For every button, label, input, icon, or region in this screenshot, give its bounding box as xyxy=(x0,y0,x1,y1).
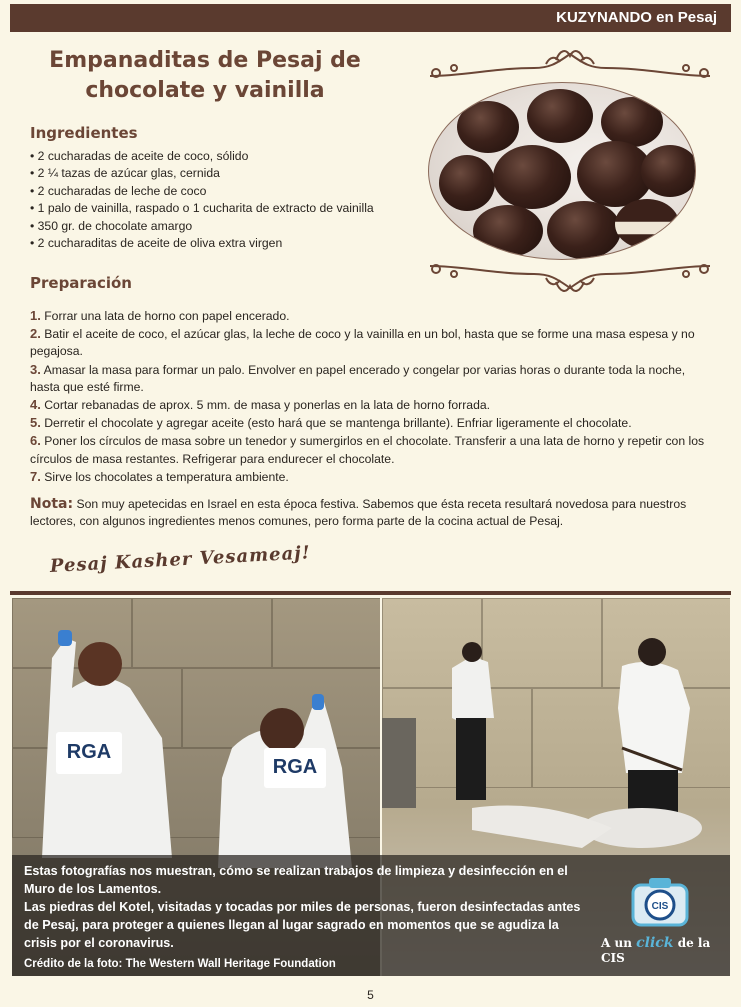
step-text: Cortar rebanadas de aprox. 5 mm. de masa y ponerlas en la lata de horno forrada. xyxy=(44,398,491,413)
tag-click: click xyxy=(636,935,674,951)
note-text: Son muy apetecidas en Israel en esta época festiva. Sabemos que ésta receta resultará novedosa para nuestros lectores, con algunos ingredientes menos comunes, pero forma parte de la cocina actual de Pesaj. xyxy=(30,497,687,529)
rga-badge-left: RGA xyxy=(56,732,122,774)
ingredient-item: • 1 palo de vainilla, raspado o 1 cucharita de extracto de vainilla xyxy=(30,200,374,217)
caption-line2: Las piedras del Kotel, visitadas y tocadas por miles de personas, fueron desinfectadas antes de Pesaj, para proteger a quienes llegan al lugar sagrado en momentos que se agudiza la crisis por el coronavirus. xyxy=(24,900,581,950)
step-item xyxy=(30,396,714,414)
tag-prefix: A un xyxy=(601,936,637,950)
camera-logo-icon xyxy=(629,875,691,929)
step-number: 5. xyxy=(30,415,41,431)
section-title: KUZYNANDO en Pesaj xyxy=(556,9,717,26)
step-item xyxy=(30,307,714,325)
bottom-ornament-icon xyxy=(424,260,716,296)
step-number: 7. xyxy=(30,468,41,484)
step-item xyxy=(30,414,714,432)
step-number: 6. xyxy=(30,433,41,449)
recipe-title xyxy=(40,46,370,106)
cis-tagline xyxy=(601,935,730,965)
caption-text xyxy=(24,862,594,952)
note-paragraph xyxy=(30,496,714,530)
ingredients-list xyxy=(30,148,374,252)
tag-suffix: de la CIS xyxy=(601,936,711,965)
preparation-heading: Preparación xyxy=(30,274,132,292)
top-ornament-icon xyxy=(424,46,716,82)
chocolates-photo-frame xyxy=(424,46,716,298)
photo-credit: Crédito de la foto: The Western Wall Heritage Foundation xyxy=(24,958,336,970)
step-text: Forrar una lata de horno con papel encerado. xyxy=(44,309,290,323)
step-item xyxy=(30,325,714,360)
step-item xyxy=(30,468,714,486)
step-number: 3. xyxy=(30,361,41,377)
preparation-steps xyxy=(30,307,714,486)
step-text: Poner los círculos de masa sobre un tenedor y sumergirlos en el chocolate. Transferir a una lata de horno y repetir con los círculos de masa restantes. Refrigerar para endurecer el chocolate. xyxy=(30,434,705,466)
ingredient-item: • 350 gr. de chocolate amargo xyxy=(30,218,374,235)
step-text: Batir el aceite de coco, el azúcar glas, la leche de coco y la vainilla en un bol, hasta que se forme una masa espesa y no pegajosa. xyxy=(30,327,695,359)
logo-text: CIS xyxy=(651,901,669,912)
step-number: 1. xyxy=(30,308,41,323)
step-item xyxy=(30,432,714,467)
rga-badge-right: RGA xyxy=(264,748,326,788)
step-number: 2. xyxy=(30,326,41,342)
step-number: 4. xyxy=(30,397,41,413)
chocolates-photo xyxy=(428,82,696,260)
step-text: Sirve los chocolates a temperatura ambiente. xyxy=(44,469,289,484)
ingredient-item: • 2 ¼ tazas de azúcar glas, cernida xyxy=(30,165,374,182)
photo-caption xyxy=(12,855,730,976)
page-number: 5 xyxy=(367,988,374,1002)
step-text: Amasar la masa para formar un palo. Envolver en papel encerado y congelar por varias horas o durante toda la noche, hasta que esté firme. xyxy=(30,362,686,394)
ingredients-heading: Ingredientes xyxy=(30,124,138,142)
ingredient-item: • 2 cucharaditas de aceite de oliva extra virgen xyxy=(30,235,374,252)
section-header-bar xyxy=(10,4,731,32)
recipe-title-line2: chocolate y vainilla xyxy=(85,78,325,103)
note-label: Nota: xyxy=(30,496,74,512)
section-divider xyxy=(10,591,731,595)
recipe-title-line1: Empanaditas de Pesaj de xyxy=(49,48,361,73)
step-text: Derretir el chocolate y agregar aceite (esto hará que se mantenga brillante). Enfriar ligeramente el chocolate. xyxy=(44,416,632,431)
caption-line1: Estas fotografías nos muestran, cómo se realizan trabajos de limpieza y desinfección en el Muro de los Lamentos. xyxy=(24,864,568,896)
holiday-greeting: Pesaj Kasher Vesameaj! xyxy=(49,542,312,577)
ingredient-item: • 2 cucharadas de aceite de coco, sólido xyxy=(30,148,374,165)
step-item xyxy=(30,361,714,396)
ingredient-item: • 2 cucharadas de leche de coco xyxy=(30,183,374,200)
